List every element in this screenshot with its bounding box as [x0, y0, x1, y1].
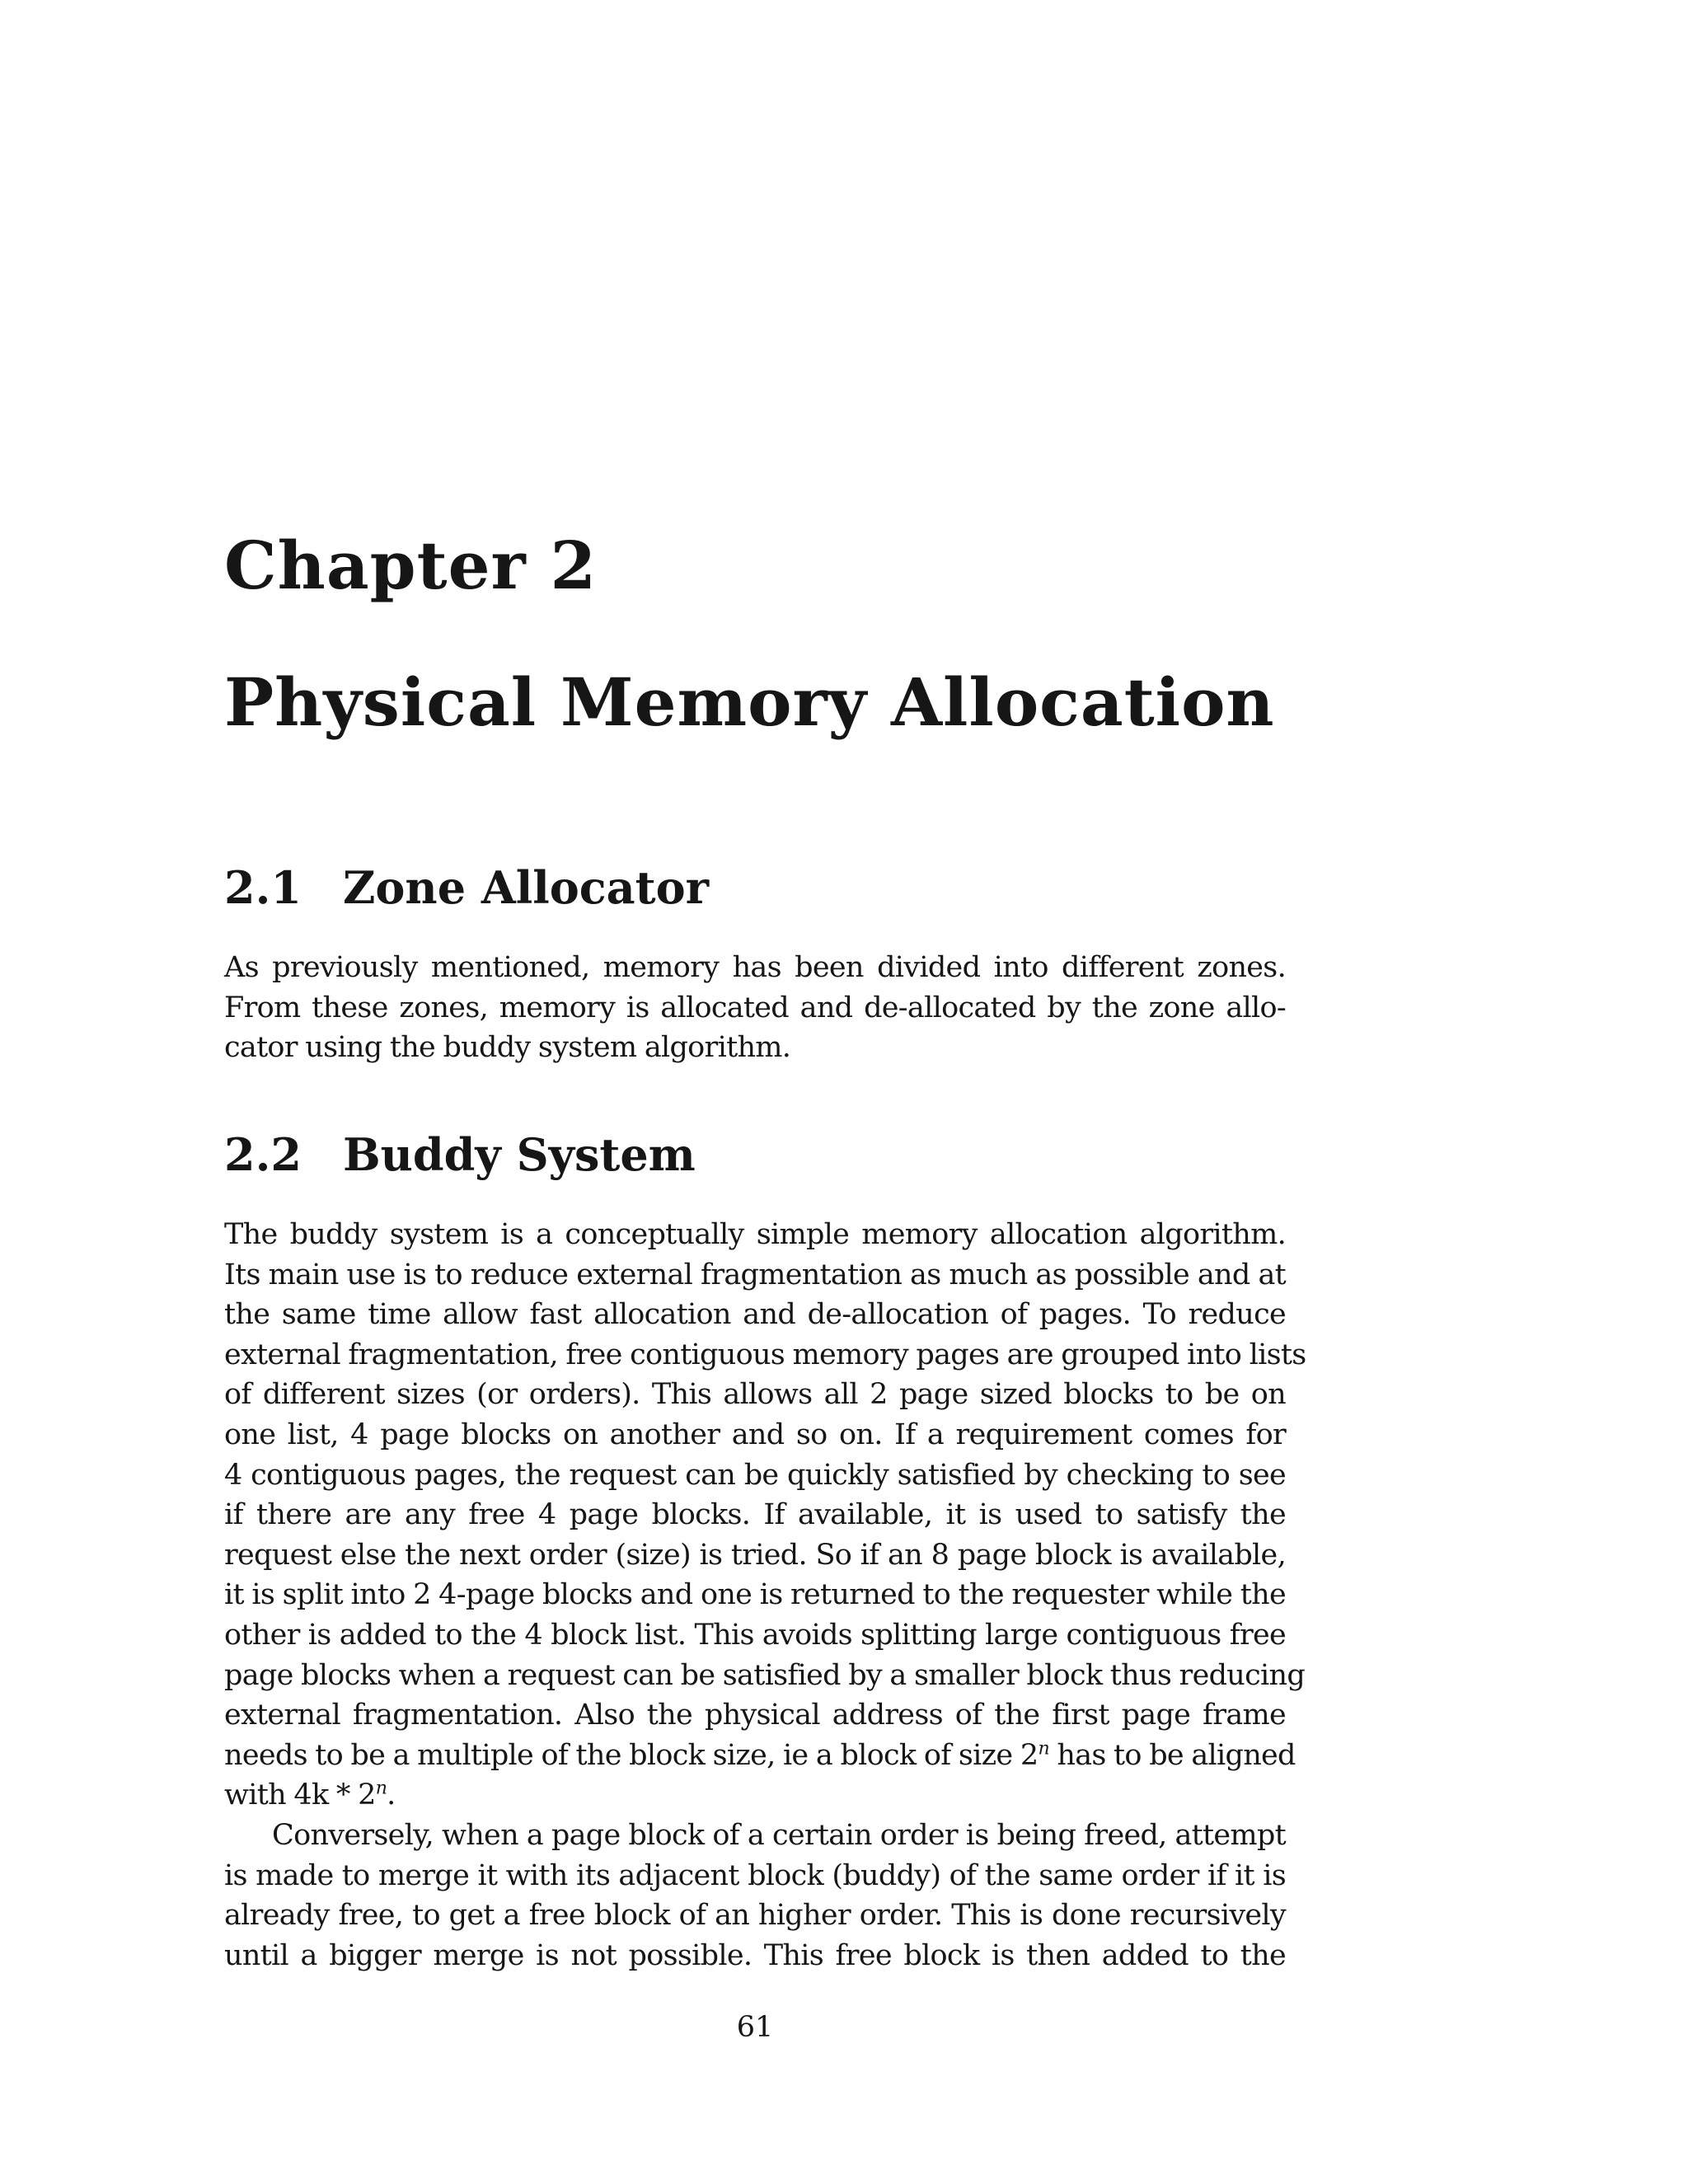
text-line: external fragmentation. Also the physical address of the first page frame	[224, 1699, 1286, 1732]
chapter-label: Chapter 2	[224, 527, 598, 604]
text-line: The buddy system is a conceptually simple memory allocation algorithm.	[224, 1218, 1286, 1251]
section-number: 2.1	[224, 861, 302, 914]
section-title: Buddy System	[343, 1128, 696, 1181]
text-line: is made to merge it with its adjacent block (buddy) of the same order if it is	[224, 1858, 1286, 1892]
text-line: page blocks when a request can be satisfied by a smaller block thus reducing	[224, 1658, 1306, 1692]
text-line: From these zones, memory is allocated and de-allocated by the zone allo-	[224, 991, 1286, 1024]
text-line: one list, 4 page blocks on another and so on. If a requirement comes for	[224, 1418, 1286, 1451]
section-heading-buddy-system	[224, 1128, 696, 1181]
text-line: Conversely, when a page block of a certain order is being freed, attempt	[272, 1818, 1286, 1852]
paragraph-buddy-system	[224, 1215, 1306, 1975]
text-line: already free, to get a free block of an higher order. This is done recursively	[224, 1899, 1286, 1933]
section-number: 2.2	[224, 1128, 302, 1181]
text-line: of different sizes (or orders). This allows all 2 page sized blocks to be on	[224, 1378, 1286, 1412]
superscript-n: n	[375, 1778, 387, 1799]
text-line: until a bigger merge is not possible. This free block is then added to the	[224, 1938, 1286, 1972]
text-line: Its main use is to reduce external fragmentation as much as possible and at	[224, 1258, 1286, 1291]
paragraph-zone-allocator	[224, 948, 1286, 1068]
section-title: Zone Allocator	[343, 861, 710, 914]
chapter-title: Physical Memory Allocation	[224, 663, 1275, 741]
text-line-math	[224, 1736, 1296, 1776]
text-line-math	[224, 1775, 1286, 1816]
section-heading-zone-allocator	[224, 861, 710, 914]
text-line: if there are any free 4 page blocks. If available, it is used to satisfy the	[224, 1498, 1286, 1532]
text-line: the same time allow fast allocation and de-allocation of pages. To reduce	[224, 1298, 1286, 1332]
text-line: request else the next order (size) is tried. So if an 8 page block is available,	[224, 1538, 1286, 1572]
text-fragment: needs to be a multiple of the block size, ie a block of size 2	[224, 1738, 1039, 1772]
text-line: it is split into 2 4-page blocks and one is returned to the requester while the	[224, 1578, 1286, 1612]
superscript-n: n	[1038, 1738, 1049, 1760]
text-fragment: .	[387, 1779, 396, 1812]
text-fragment: with 4k * 2	[224, 1779, 376, 1812]
text-line: external fragmentation, free contiguous memory pages are grouped into lists	[224, 1338, 1306, 1371]
page-number: 61	[736, 2011, 774, 2044]
text-line: other is added to the 4 block list. This avoids splitting large contiguous free	[224, 1618, 1286, 1652]
text-line: 4 contiguous pages, the request can be quickly satisfied by checking to see	[224, 1458, 1286, 1492]
text-fragment: has to be aligned	[1048, 1738, 1296, 1772]
text-line: As previously mentioned, memory has been divided into different zones.	[224, 951, 1286, 984]
text-line: cator using the buddy system algorithm.	[224, 1031, 791, 1065]
